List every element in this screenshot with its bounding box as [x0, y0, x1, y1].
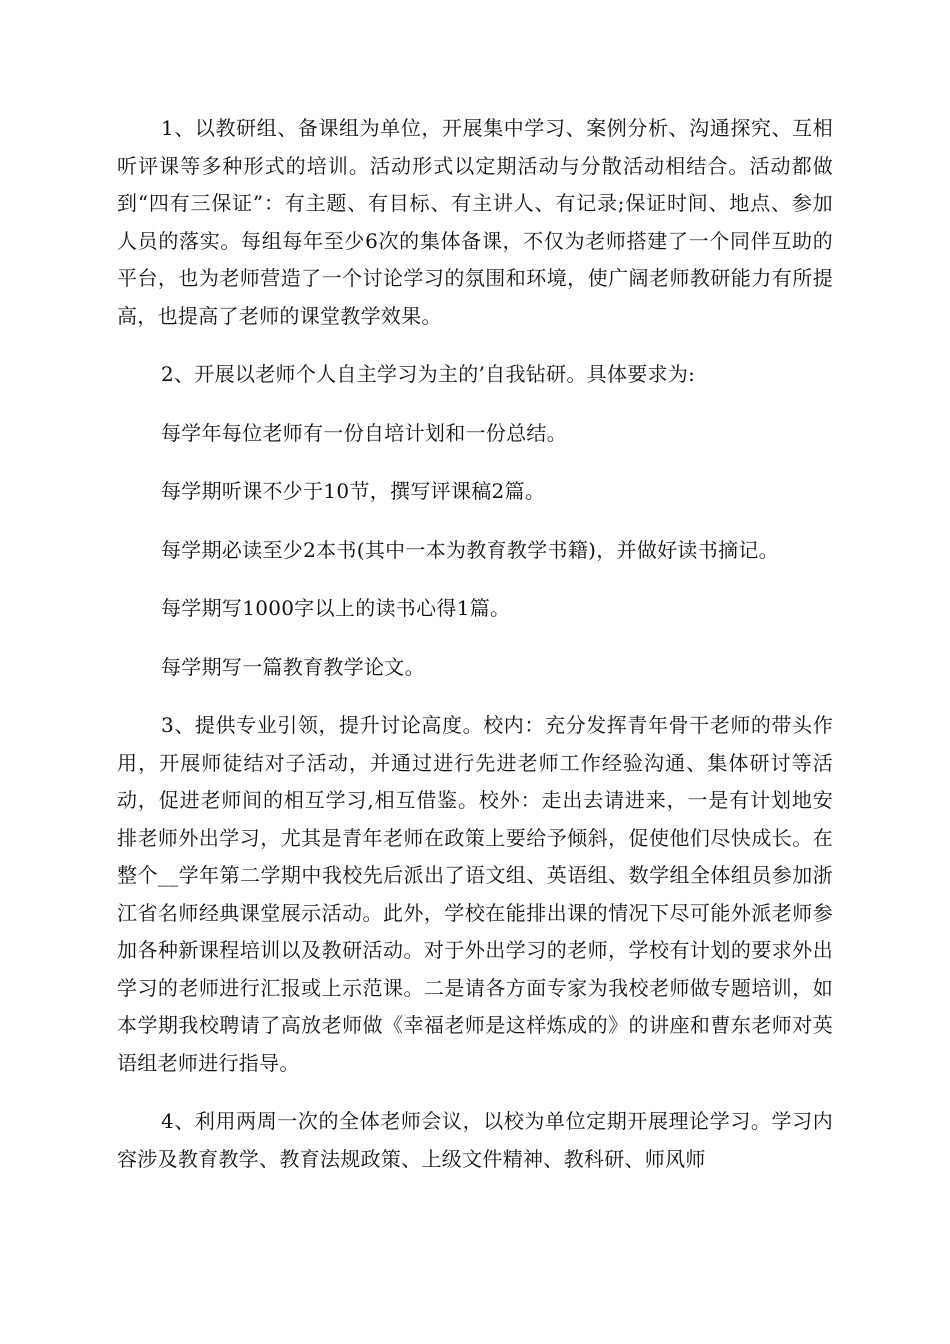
paragraph-2: 2、开展以老师个人自主学习为主的’自我钻研。具体要求为: [161, 362, 696, 386]
paragraph-8: 3、提供专业引领，提升讨论高度。校内：充分发挥青年骨干老师的带头作用，开展师徒结对子活动，并通过进行先进老师工作经验沟通、集体研讨等活动，促进老师间的相互学习,相互借鉴。校外：走出去请进来，一是有计划地安排老师外出学习，尤其是青年老师在政策上要给予倾斜，促使他们尽快成长。在整个__学年第二学期中我校先后派出了语文组、英语组、数学组全体组员参加浙江省名师经典课堂展示活动。此外，学校在能排出课的情况下尽可能外派老师参加各种新课程培训以及教研活动。对于外出学习的老师，学校有计划的要求外出学习的老师进行汇报或上示范课。二是请各方面专家为我校老师做专题培训，如本学期我校聘请了高放老师做《幸福老师是这样炼成的》的讲座和曹东老师对英语组老师进行指导。 [117, 713, 833, 1075]
paragraph-4: 每学期听课不少于10节，撰写评课稿2篇。 [161, 479, 546, 503]
paragraph-9: 4、利用两周一次的全体老师会议，以校为单位定期开展理论学习。学习内容涉及教育教学、教育法规政策、上级文件精神、教科研、师风师 [117, 1109, 833, 1171]
paragraph-7: 每学期写一篇教育教学论文。 [161, 654, 425, 679]
paragraph-6: 每学期写1000字以上的读书心得1篇。 [161, 596, 511, 620]
paragraph-1: 1、以教研组、备课组为单位，开展集中学习、案例分析、沟通探究、互相听评课等多种形式的培训。活动形式以定期活动与分散活动相结合。活动都做到“四有三保证”：有主题、有目标、有主讲人、有记录;保证时间、地点、参加人员的落实。每组每年至少6次的集体备课，不仅为老师搭建了一个同伴互助的平台，也为老师营造了一个讨论学习的氛围和环境，使广阔老师教研能力有所提高，也提高了老师的课堂教学效果。 [117, 116, 833, 328]
paragraph-3: 每学年每位老师有一份自培计划和一份总结。 [161, 420, 567, 445]
paragraph-5: 每学期必读至少2本书(其中一本为教育教学书籍)，并做好读书摘记。 [161, 537, 779, 562]
document-body [117, 110, 833, 1199]
